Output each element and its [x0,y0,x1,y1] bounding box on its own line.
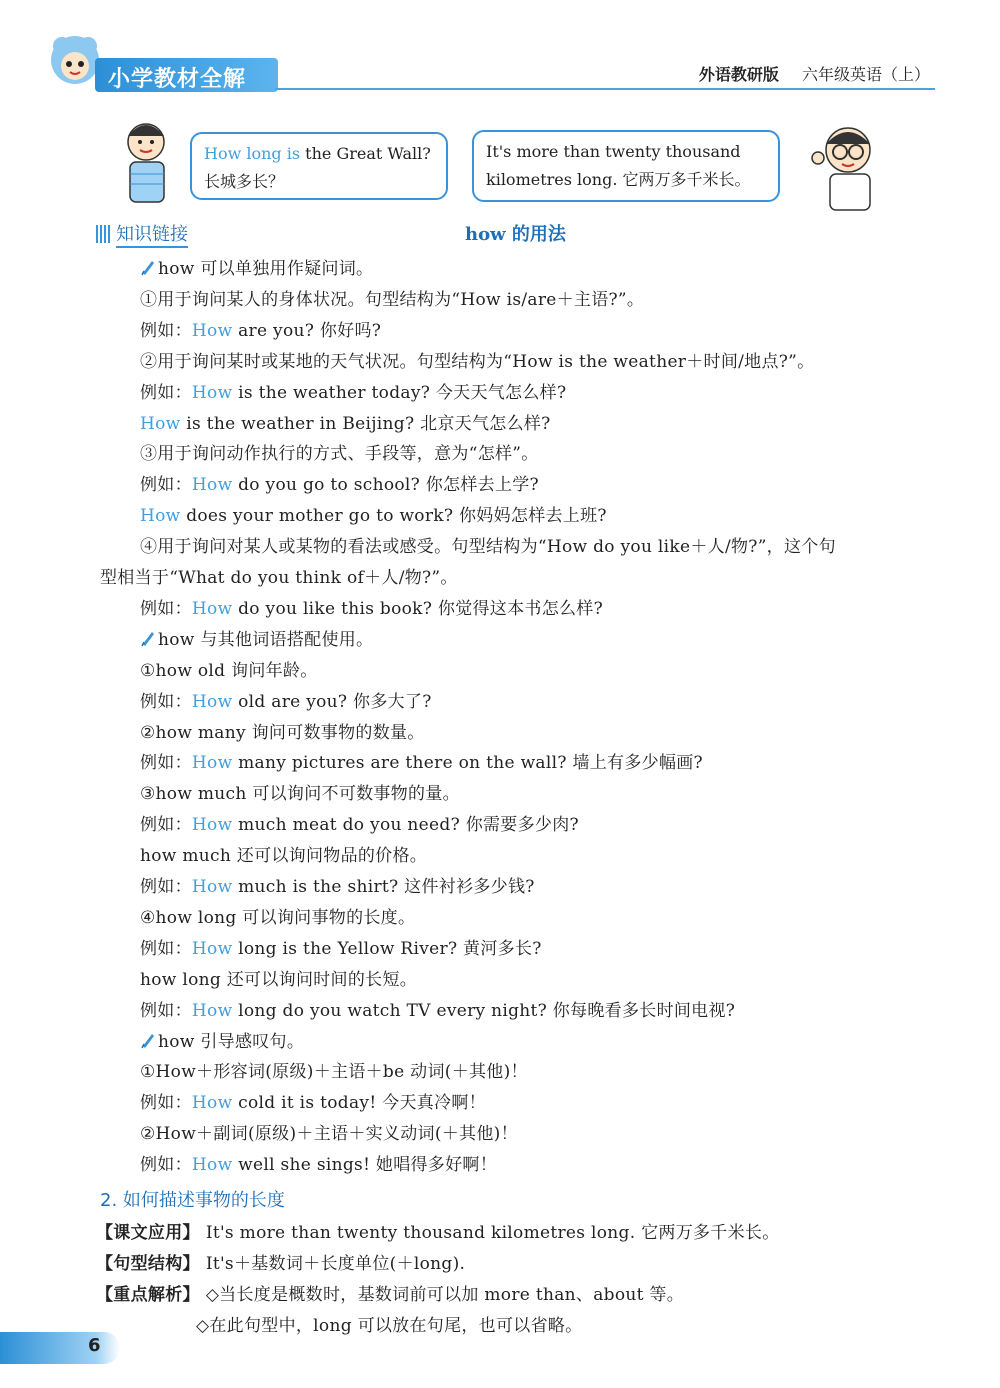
example-prefix: 例如： [140,320,192,341]
content-line [140,748,703,773]
highlighted-how: How [191,475,233,496]
line-text: do you like this book? 你觉得这本书怎么样? [232,598,604,619]
content-line [140,1088,486,1113]
line-text: is the weather in Beijing? 北京天气怎么样? [180,413,551,434]
line-text: much meat do you need? 你需要多少肉? [232,815,579,836]
part2-title: 2. 如何描述事物的长度 [100,1190,285,1211]
section-bar-icon [96,225,110,243]
boy-glasses-cartoon-icon [806,118,886,218]
example-prefix: 例如： [140,1155,192,1176]
example-prefix: 例如： [140,753,192,774]
line-text: well she sings! 她唱得多好啊！ [232,1155,498,1176]
page-header [0,0,1000,110]
line-text: how 与其他词语搭配使用。 [158,629,374,650]
content-line [140,903,415,928]
example-prefix: 例如： [140,1000,192,1021]
content-line [140,470,539,495]
key-point-1: ◇当长度是概数时，基数词前可以加 more than、about 等。 [205,1285,685,1305]
line-text: much is the shirt? 这件衬衫多少钱? [232,877,535,897]
content-line [140,996,735,1021]
content-line [140,1027,304,1052]
highlighted-how: How [140,506,181,527]
content-line [140,316,381,341]
content-line [140,1150,497,1175]
dialogue-illustration [0,118,1000,218]
line-text: how much 还可以询问物品的价格。 [140,846,428,867]
content-line [100,563,458,588]
app-tag: 【课文应用】 [96,1223,200,1243]
answer-line-1: It's more than twenty thousand [486,142,741,161]
line-text: ①how old 询问年龄。 [140,660,318,681]
line-text: is the weather today? 今天天气怎么样? [232,382,567,403]
content-line [140,625,373,650]
highlighted-how: How [140,413,181,434]
content-line [140,810,579,835]
boy-cartoon-icon [112,118,182,218]
line-text: ①用于询问某人的身体状况。句型结构为“How is/are＋主语?”。 [140,289,645,310]
book-info [699,62,930,85]
section-title: how 的用法 [465,224,566,245]
content-line [140,1057,528,1082]
grade-label: 六年级英语（上） [801,65,930,84]
line-text: ②How＋副词(原级)＋主语＋实义动词(＋其他)！ [140,1124,518,1145]
footer-bar [0,1332,120,1364]
line-text: long is the Yellow River? 黄河多长? [232,938,542,959]
question-translation: 长城多长？ [204,172,285,191]
page-number: 6 [88,1335,101,1356]
line-text: do you go to school? 你怎样去上学? [232,475,539,496]
pen-bullet-icon [140,629,156,647]
structure-text: It's＋基数词＋长度单位(＋long). [205,1254,466,1274]
app-line [96,1218,780,1243]
highlighted-how: How [191,877,233,897]
line-text: how long 还可以询问时间的长短。 [140,969,418,990]
highlighted-how: How [191,320,233,341]
highlighted-how: How [191,1000,233,1021]
publisher-label: 外语教研版 [698,65,779,84]
line-text: does your mother go to work? 你妈妈怎样去上班? [180,506,607,527]
section-label: 知识链接 [116,224,188,248]
content-line [140,841,427,866]
content-line [140,872,535,897]
content-line [140,409,551,434]
line-text: ②用于询问某时或某地的天气状况。句型结构为“How is the weather＋时间/地点?”。 [140,351,815,372]
example-prefix: 例如： [140,382,192,403]
app-text: It's more than twenty thousand kilometres long. 它两万多千米长。 [205,1223,780,1243]
content-line [140,347,814,372]
content-line [140,532,836,557]
line-text: how 可以单独用作疑问词。 [158,259,374,279]
line-text: ③用于询问动作执行的方式、手段等，意为“怎样”。 [140,444,539,465]
example-prefix: 例如： [140,938,192,959]
example-prefix: 例如： [140,598,192,619]
content-line [140,285,644,310]
example-prefix: 例如： [140,815,192,836]
content-line [140,718,425,743]
key-tag: 【重点解析】 [96,1285,200,1305]
highlighted-how: How [191,1093,233,1114]
example-prefix: 例如： [140,691,192,712]
speech-bubble-answer [472,130,780,202]
book-series-title: 小学教材全解 [108,67,247,92]
highlighted-how: How [191,815,233,836]
highlighted-how: How [191,753,233,774]
content-line [140,254,373,279]
line-text: old are you? 你多大了? [232,691,432,712]
content-line [140,501,607,526]
example-prefix: 例如： [140,877,192,897]
line-text: ④用于询问对某人或某物的看法或感受。句型结构为“How do you like＋人/物?”，这个句 [140,537,836,558]
structure-tag: 【句型结构】 [96,1254,200,1274]
answer-line-2: kilometres long. 它两万多千米长。 [486,170,751,189]
content-line [140,378,566,403]
key-line-1 [96,1280,684,1305]
pen-bullet-icon [140,1031,156,1049]
highlighted-how: How [191,598,233,619]
question-text: the Great Wall? [300,144,431,163]
line-text: ④how long 可以询问事物的长度。 [140,907,416,928]
line-text: cold it is today! 今天真冷啊！ [232,1093,486,1114]
content-line [140,656,318,681]
content-line [140,965,417,990]
highlighted-how: How [191,691,233,712]
key-point-2: ◇在此句型中，long 可以放在句尾，也可以省略。 [196,1316,583,1336]
header-divider [275,88,935,90]
speech-bubble-question [190,132,448,200]
example-prefix: 例如： [140,1093,192,1114]
highlighted-how: How [191,938,233,959]
line-text: ①How＋形容词(原级)＋主语＋be 动词(＋其他)！ [140,1062,528,1083]
line-text: long do you watch TV every night? 你每晚看多长时间电视? [232,1000,736,1021]
structure-line [96,1249,465,1274]
content-line [140,1119,518,1144]
content-line [140,594,603,619]
pen-bullet-icon [140,258,156,276]
highlighted-how: How [191,1155,233,1176]
content-line [140,779,460,804]
highlighted-how: How [191,382,233,403]
line-text: many pictures are there on the wall? 墙上有多少幅画? [232,753,703,774]
knowledge-link-heading [96,220,188,246]
line-text: 型相当于“What do you think of＋人/物?”。 [100,568,458,588]
content-line [140,687,432,712]
line-text: ②how many 询问可数事物的数量。 [140,722,425,743]
content-line [140,934,542,959]
content-line [140,439,539,464]
line-text: ③how much 可以询问不可数事物的量。 [140,784,460,805]
highlighted-question-words: How long is [204,144,301,163]
line-text: are you? 你好吗? [232,320,382,341]
line-text: how 引导感叹句。 [158,1031,305,1052]
example-prefix: 例如： [140,475,192,496]
